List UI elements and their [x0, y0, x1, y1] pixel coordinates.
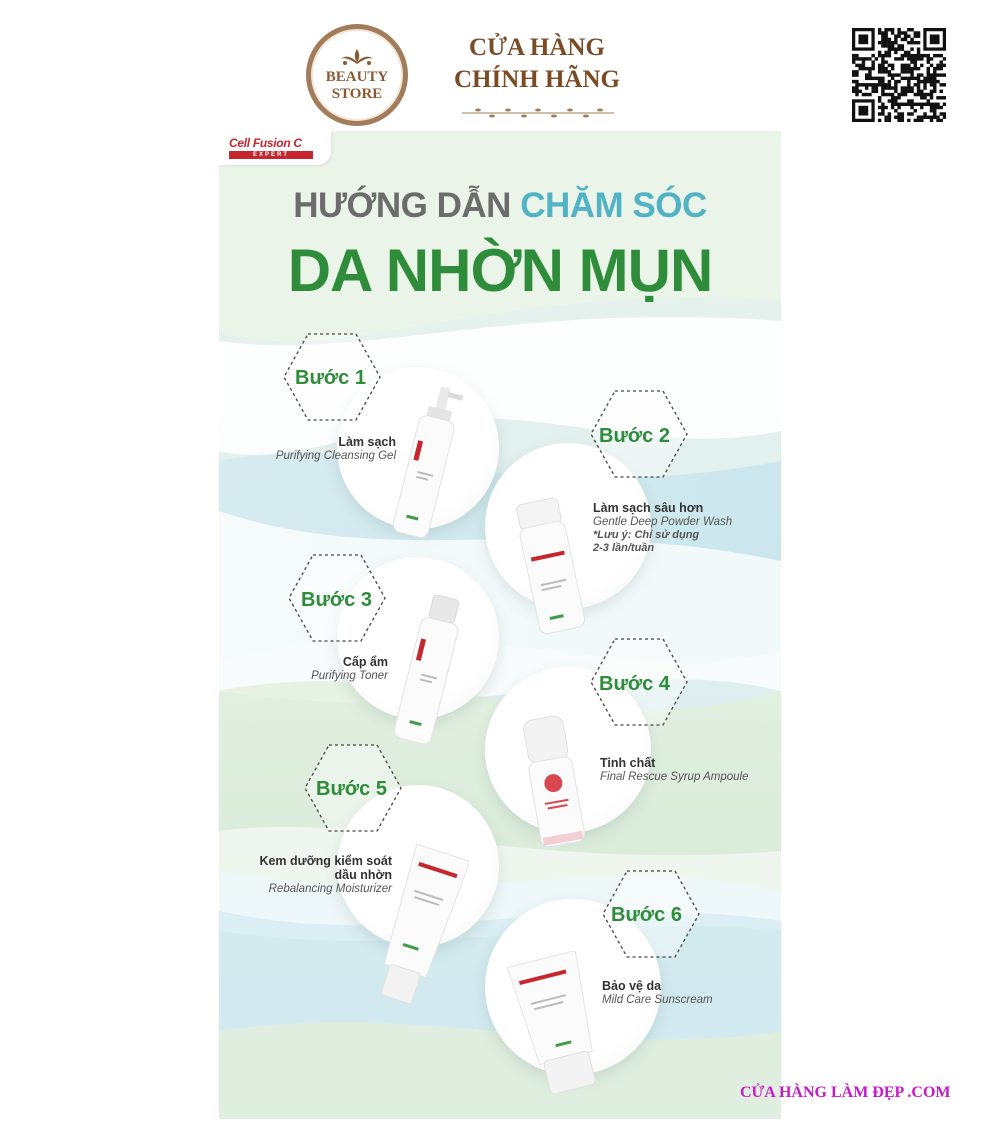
- logo-line2: STORE: [331, 86, 383, 102]
- step2-note-line2: 2-3 lần/tuần: [593, 542, 655, 554]
- beauty-store-logo: [306, 24, 408, 126]
- step5-title-line2: dầu nhờn: [334, 868, 392, 882]
- step1-product-name: Purifying Cleansing Gel: [275, 450, 396, 462]
- step4-ampoule-bottle: [519, 711, 589, 851]
- step4-title: Tinh chất: [600, 756, 656, 770]
- logo-inner-ring: [311, 29, 403, 121]
- step2-note-line1: *Lưu ý: Chỉ sử dụng: [593, 529, 700, 541]
- step6-product-name: Mild Care Sunscream: [602, 994, 713, 1006]
- step3-label: Bước 3: [301, 589, 372, 611]
- logo-ornament-icon: [337, 47, 377, 69]
- step6-label: Bước 6: [611, 904, 682, 926]
- store-title-line2: CHÍNH HÃNG: [454, 66, 620, 93]
- step6-title: Bảo vệ da: [602, 979, 662, 993]
- skincare-poster: [219, 131, 781, 1119]
- step1-cleansing-gel-bottle: [382, 383, 472, 543]
- step5-description: [259, 854, 392, 896]
- step5-title-line1: Kem dưỡng kiểm soát: [259, 854, 392, 868]
- step1-title: Làm sạch: [338, 435, 396, 449]
- step4-label: Bước 4: [599, 673, 670, 695]
- step1-label: Bước 1: [295, 367, 366, 389]
- brand-sub: EXPERT: [229, 151, 313, 159]
- step1-description: [276, 435, 396, 463]
- title-ornament-icon: [458, 106, 618, 120]
- headline-part2: CHĂM SÓC: [520, 186, 707, 225]
- step2-description: [593, 501, 732, 555]
- step2-powder-wash-bottle: [509, 491, 599, 641]
- step3-description: [311, 655, 388, 683]
- step2-product-name: Gentle Deep Powder Wash: [593, 516, 733, 528]
- step5-product-name: Rebalancing Moisturizer: [268, 883, 392, 895]
- headline-part1: HƯỚNG DẪN: [293, 186, 511, 225]
- step3-product-name: Purifying Toner: [311, 670, 388, 682]
- step2-title: Làm sạch sâu hơn: [593, 501, 704, 515]
- logo-line1: BEAUTY: [325, 69, 389, 85]
- store-title-line1: CỬA HÀNG: [469, 34, 605, 61]
- store-title: [432, 32, 642, 96]
- headline-line1: [219, 186, 781, 226]
- headline-line2: DA NHỜN MỤN: [287, 237, 713, 304]
- brand-logo-tab: [219, 131, 331, 165]
- step3-title: Cấp ẩm: [342, 655, 388, 669]
- brand-name: Cell Fusion C: [229, 136, 302, 150]
- step4-product-name: Final Rescue Syrup Ampoule: [600, 771, 749, 783]
- step4-description: [600, 756, 749, 784]
- step6-sunscreen-tube: [503, 951, 613, 1101]
- qr-code-icon[interactable]: [852, 28, 946, 122]
- step3-toner-bottle: [383, 589, 473, 749]
- step5-label: Bước 5: [316, 778, 387, 800]
- footer-store-link[interactable]: CỬA HÀNG LÀM ĐẸP .COM: [740, 1084, 951, 1101]
- step6-description: [602, 979, 713, 1007]
- step2-label: Bước 2: [599, 425, 670, 447]
